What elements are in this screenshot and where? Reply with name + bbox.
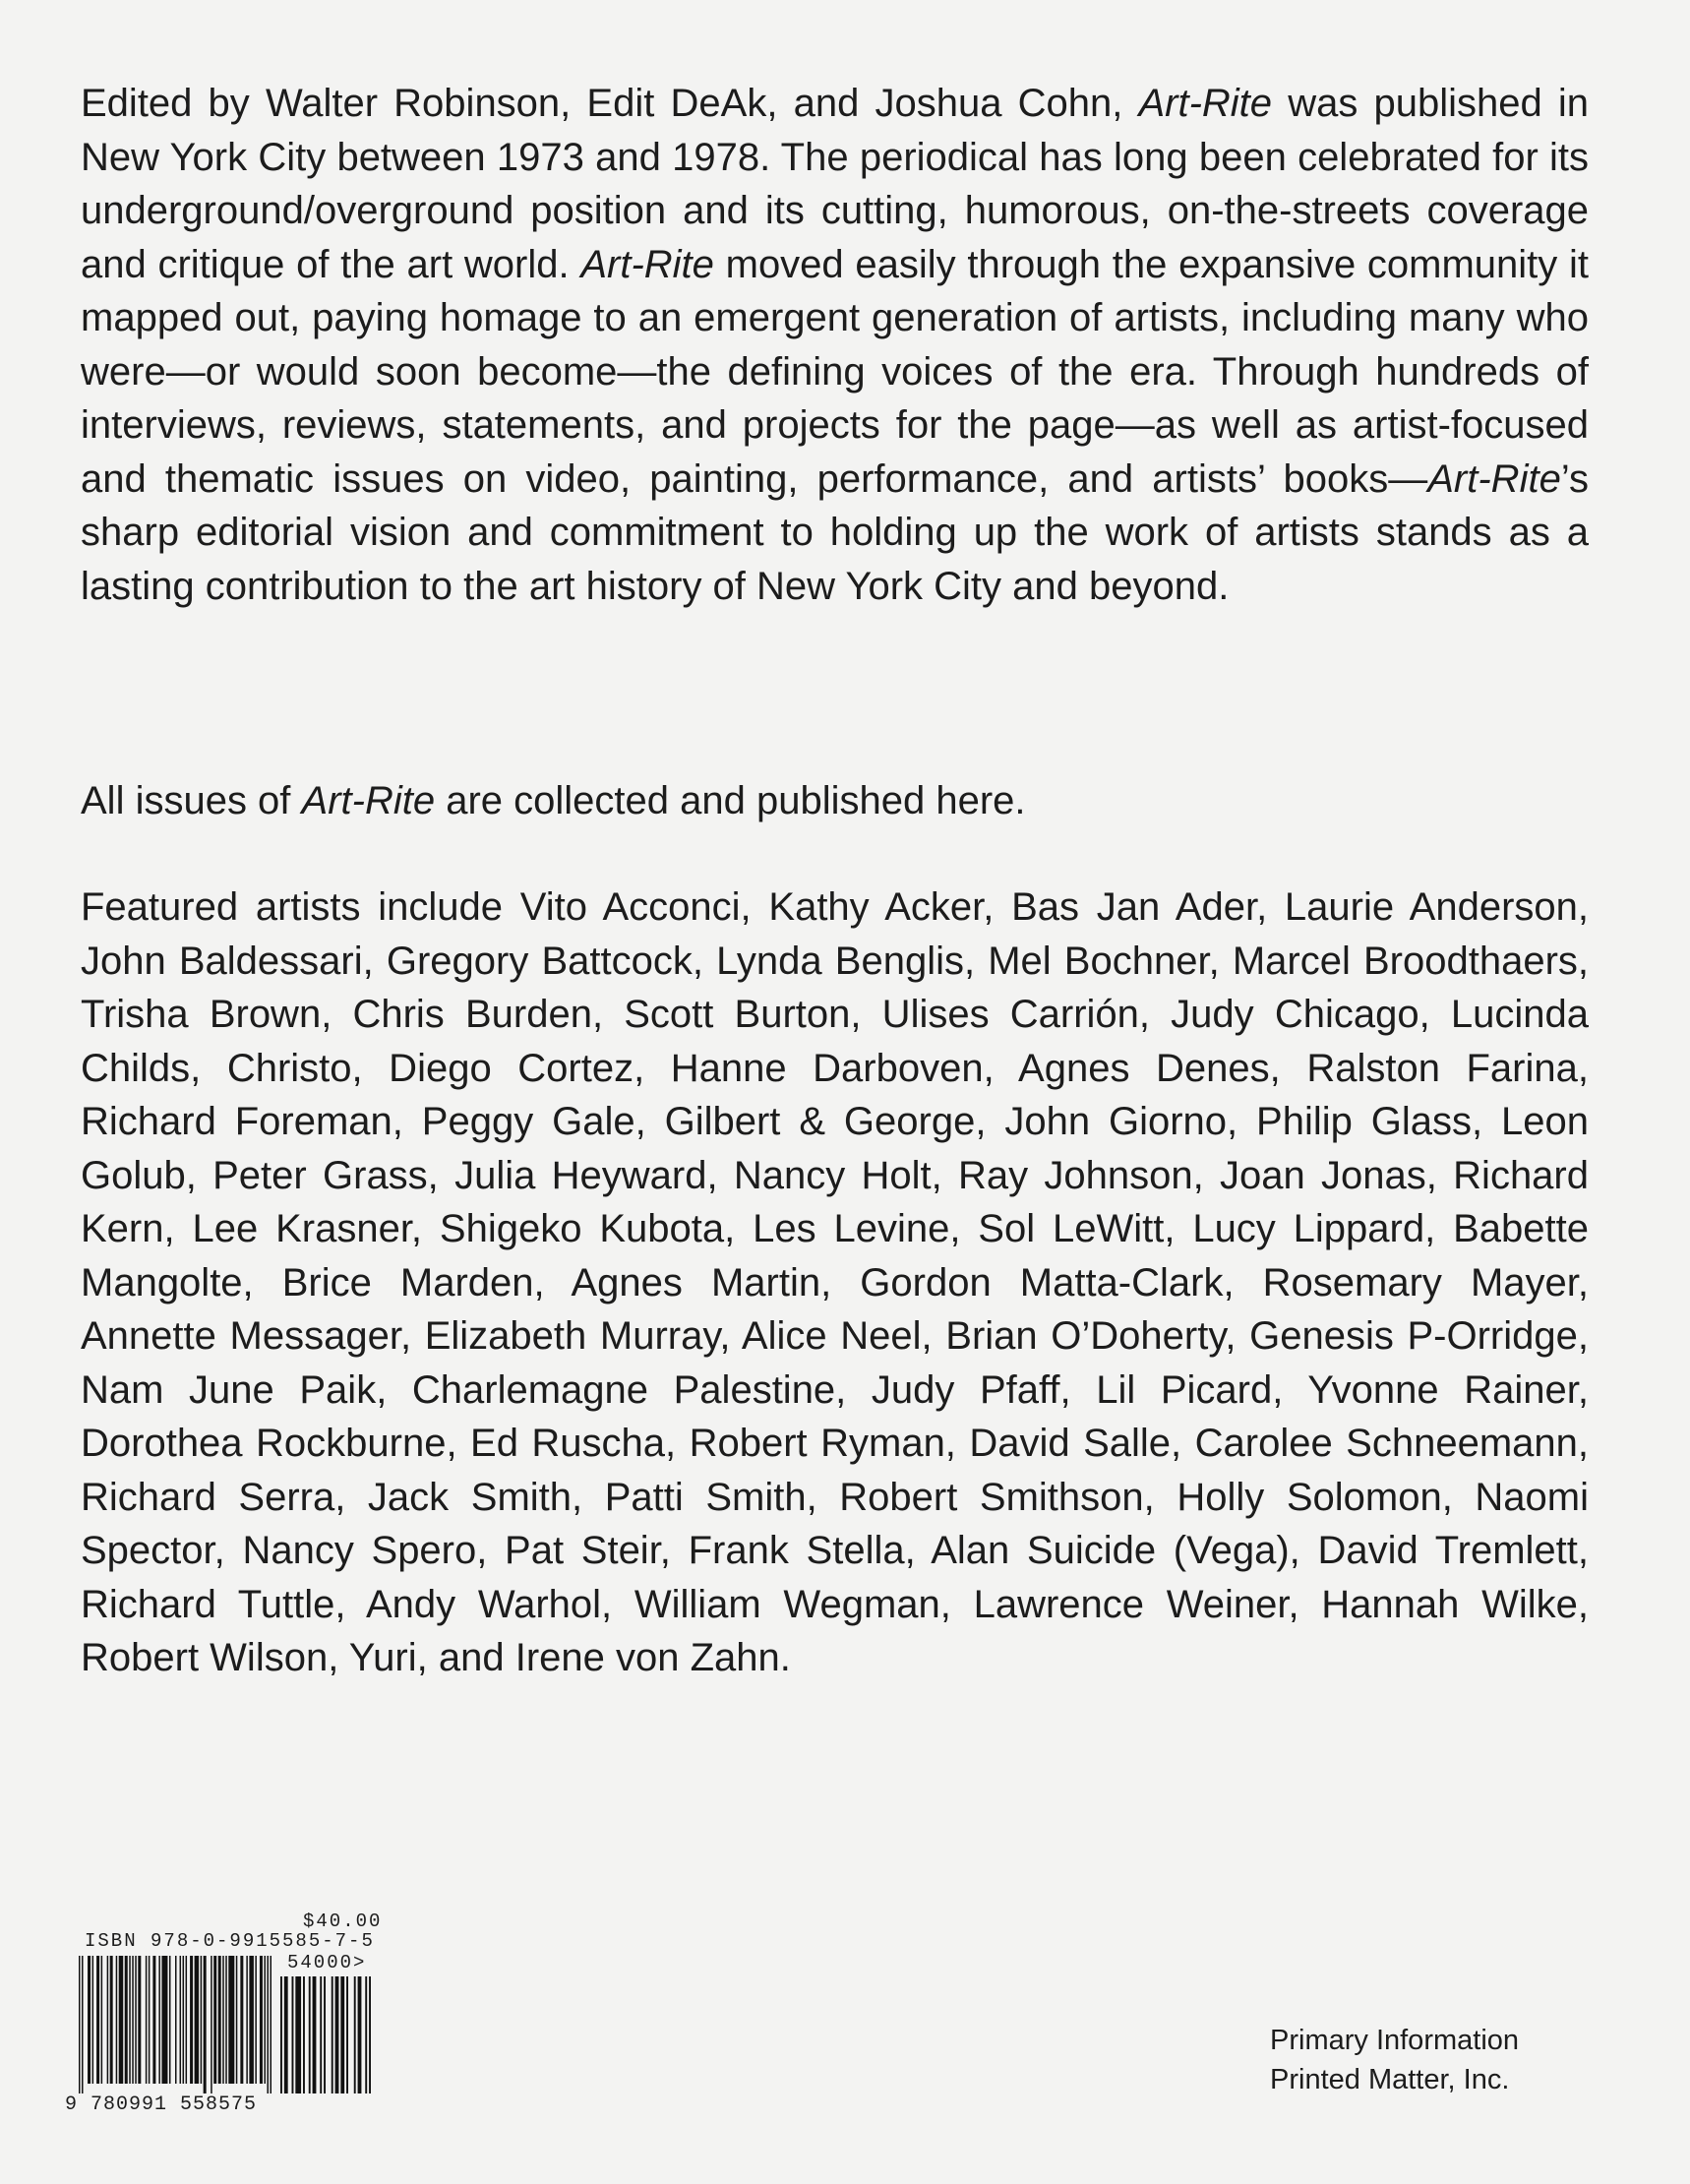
barcode-bar (324, 1976, 326, 2093)
barcode-bars (280, 1976, 371, 2093)
barcode-bars (79, 1956, 272, 2093)
barcode-bar (358, 1976, 362, 2093)
barcode-bar (354, 1976, 356, 2093)
barcode-bar (255, 1956, 257, 2084)
barcode-bar (295, 1976, 301, 2093)
intro-text-2: was published in New York City between 1973 and 1978. The periodical has long been celebrated for its underground/overground position and its cutting, humorous, on-the-streets coverage and critique of the art world. (81, 82, 1589, 286)
publication-title: Art-Rite (1427, 456, 1561, 501)
barcode-bar (180, 1956, 182, 2084)
barcode-bar (152, 1956, 155, 2084)
barcode-bar (264, 1956, 266, 2084)
collected-text-1: All issues of (81, 779, 302, 822)
barcode-bar (169, 1956, 171, 2084)
barcode-bar (149, 1956, 151, 2084)
barcode-bar (186, 1956, 188, 2084)
collected-paragraph (81, 774, 1589, 828)
barcode-bar (107, 1956, 109, 2084)
barcode-bar (116, 1956, 118, 2084)
barcode-bar (158, 1956, 160, 2084)
collected-text-2: are collected and published here. (435, 779, 1026, 822)
barcode-bar (183, 1956, 185, 2084)
barcode-bar (369, 1976, 371, 2093)
barcode-bar (195, 1956, 200, 2084)
barcode-bar (365, 1976, 367, 2093)
intro-text-4: ’s sharp editorial vision and commitment to holding up the work of artists stands as a lasting contribution to the art history of New York City and beyond. (81, 456, 1589, 608)
barcode-bar (101, 1956, 103, 2084)
publisher-name: Primary Information (1270, 2025, 1520, 2056)
barcode-bar (125, 1956, 128, 2084)
barcode-bar (280, 1976, 282, 2093)
barcode-bar (236, 1956, 238, 2084)
barcode-bar (132, 1956, 134, 2084)
barcode-bar (129, 1956, 131, 2084)
barcode-bar (335, 1976, 339, 2093)
isbn-barcode (79, 1956, 272, 2093)
barcode-digits: 9 780991 558575 (65, 2093, 258, 2116)
publisher-name: Printed Matter, Inc. (1270, 2064, 1510, 2095)
barcode-bar (222, 1956, 224, 2084)
barcode-bar (82, 1956, 84, 2093)
barcode-bar (267, 1956, 269, 2093)
barcode-bar (228, 1956, 234, 2084)
barcode-bar (79, 1956, 81, 2093)
barcode-bar (246, 1956, 248, 2084)
barcode-bar (240, 1956, 243, 2084)
featured-artists-paragraph: Featured artists include Vito Acconci, Kathy Acker, Bas Jan Ader, Laurie Anderson, John Baldessari, Gregory Battcock, Lynda Benglis, Mel Bochner, Marcel Broodthaers, Trisha Brown, Chris Burden, Scott Burton, Ulises Carrión, Judy Chicago, Lucinda Childs, Christo, Diego Cortez, Hanne Darboven, Agnes Denes, Ralston Farina, Richard Foreman, Peggy Gale, Gilbert & George, John Giorno, Philip Glass, Leon Golub, Peter Grass, Julia Heyward, Nancy Holt, Ray Johnson, Joan Jonas, Richard Kern, Lee Krasner, Shigeko Kubota, Les Levine, Sol LeWitt, Lucy Lippard, Babette Mangolte, Brice Marden, Agnes Martin, Gordon Matta-Clark, Rosemary Mayer, Annette Messager, Elizabeth Murray, Alice Neel, Brian O’Doherty, Genesis P-Orridge, Nam June Paik, Charlemagne Palestine, Judy Pfaff, Lil Picard, Yvonne Rainer, Dorothea Rockburne, Ed Ruscha, Robert Ryman, David Salle, Carolee Schneemann, Richard Serra, Jack Smith, Patti Smith, Robert Smithson, Holly Solomon, Naomi Spector, Nancy Spero, Pat Steir, Frank Stella, Alan Suicide (Vega), David Tremlett, Richard Tuttle, Andy Warhol, William Wegman, Lawrence Weiner, Hannah Wilke, Robert Wilson, Yuri, and Irene von Zahn. (81, 885, 1589, 1679)
barcode-bar (249, 1956, 254, 2084)
barcode-bar (96, 1956, 99, 2084)
barcode-bar (135, 1956, 137, 2084)
isbn-label: ISBN 978-0-9915585-7-5 (85, 1930, 375, 1952)
barcode-bar (292, 1976, 294, 2093)
barcode-bar (161, 1956, 167, 2084)
barcode-bar (92, 1956, 94, 2084)
barcode-bar (138, 1956, 141, 2084)
publication-title: Art-Rite (580, 242, 714, 286)
barcode-bar (218, 1956, 221, 2084)
price-label: $40.00 (303, 1911, 383, 1932)
intro-text-3: moved easily through the expansive community it mapped out, paying homage to an emergent generation of artists, including many who were—or would soon become—the defining voices of the era. Through hundreds of interviews, reviews, statements, and projects for the page—as well as artist-focused and thematic issues on video, painting, performance, and artists’ books— (81, 242, 1589, 501)
barcode-bar (225, 1956, 227, 2084)
price-addon-barcode (280, 1976, 371, 2093)
barcode-bar (284, 1976, 288, 2093)
price-addon-code: 54000> (287, 1952, 367, 1973)
barcode-bar (303, 1976, 305, 2093)
intro-text-1: Edited by Walter Robinson, Edit DeAk, and Joshua Cohn, (81, 82, 1139, 125)
publication-title: Art-Rite (301, 779, 436, 822)
barcode-bar (309, 1976, 311, 2093)
barcode-bar (211, 1956, 212, 2093)
barcode-bar (270, 1956, 272, 2093)
barcode-bar (340, 1976, 344, 2093)
barcode-bar (320, 1976, 322, 2093)
barcode-bar (88, 1956, 91, 2084)
publishers (1270, 2021, 1519, 2099)
barcode-bar (332, 1976, 333, 2093)
intro-paragraph (81, 77, 1589, 613)
barcode-bar (175, 1956, 177, 2084)
publication-title: Art-Rite (1138, 82, 1273, 125)
barcode-bar (119, 1956, 124, 2084)
barcode-bar (201, 1956, 203, 2084)
barcode-bar (313, 1976, 317, 2093)
barcode-bar (260, 1956, 263, 2084)
barcode-bar (190, 1956, 193, 2084)
barcode-bar (346, 1976, 348, 2093)
barcode-bar (146, 1956, 148, 2084)
barcode-bar (110, 1956, 113, 2084)
barcode-bar (213, 1956, 216, 2084)
barcode-bar (204, 1956, 207, 2093)
